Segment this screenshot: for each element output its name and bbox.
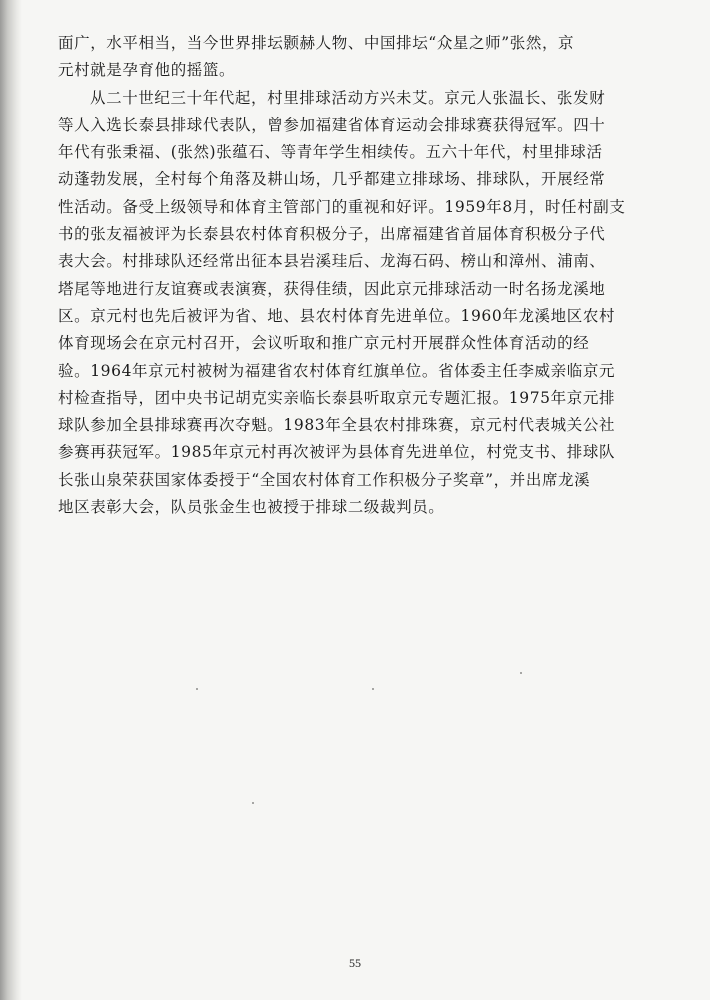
scan-shadow-edge <box>0 0 22 1000</box>
scan-speck <box>520 672 522 674</box>
text-line: 体育现场会在京元村召开，会议听取和推广京元村开展群众性体育活动的经 <box>58 334 590 353</box>
scan-speck <box>372 688 374 690</box>
text-line: 球队参加全县排球赛再次夺魁。1983年全县农村排珠赛，京元村代表城关公社 <box>58 416 616 435</box>
text-line: 验。1964年京元村被树为福建省农村体育红旗单位。省体委主任李威亲临京元 <box>58 361 616 380</box>
text-line: 年代有张秉福、(张然)张蕴石、等青年学生相续传。五六十年代，村里排球活 <box>58 143 603 162</box>
text-line: 书的张友福被评为长泰县农村体育积极分子，出席福建省首届体育积极分子代 <box>58 225 606 244</box>
text-line: 地区表彰大会，队员张金生也被授于排球二级裁判员。 <box>58 498 445 517</box>
text-line: 区。京元村也先后被评为省、地、县农村体育先进单位。1960年龙溪地区农村 <box>58 306 616 325</box>
text-line: 参赛再获冠军。1985年京元村再次被评为县体育先进单位，村党支书、排球队 <box>58 443 616 462</box>
body-text <box>58 30 638 521</box>
text-line: 塔尾等地进行友谊赛或表演赛，获得佳绩，因此京元排球活动一时名扬龙溪地 <box>58 279 606 298</box>
text-line: 村检查指导，团中央书记胡克实亲临长泰县听取京元专题汇报。1975年京元排 <box>58 388 616 407</box>
page-number: 55 <box>349 956 361 970</box>
scan-speck <box>196 688 198 690</box>
text-line: 面广，水平相当，当今世界排坛颢赫人物、中国排坛“众星之师”张然，京 <box>58 34 575 52</box>
text-line: 元村就是孕育他的摇篮。 <box>58 61 236 80</box>
text-line: 表大会。村排球队还经常出征本县岩溪珪后、龙海石码、榜山和漳州、浦南、 <box>58 252 606 271</box>
text-line: 等人入选长泰县排球代表队，曾参加福建省体育运动会排球赛获得冠军。四十 <box>58 115 606 134</box>
text-line: 性活动。备受上级领导和体育主管部门的重视和好评。1959年8月，时任村副支 <box>58 197 626 216</box>
text-line: 长张山泉荣获国家体委授于“全国农村体育工作积极分子奖章”，并出席龙溪 <box>58 470 591 489</box>
paragraph-start-line: 从二十世纪三十年代起，村里排球活动方兴未艾。京元人张温长、张发财 <box>90 88 606 107</box>
text-line: 动蓬勃发展，全村每个角落及耕山场，几乎都建立排球场、排球队，开展经常 <box>58 170 606 189</box>
scan-speck <box>252 802 254 804</box>
